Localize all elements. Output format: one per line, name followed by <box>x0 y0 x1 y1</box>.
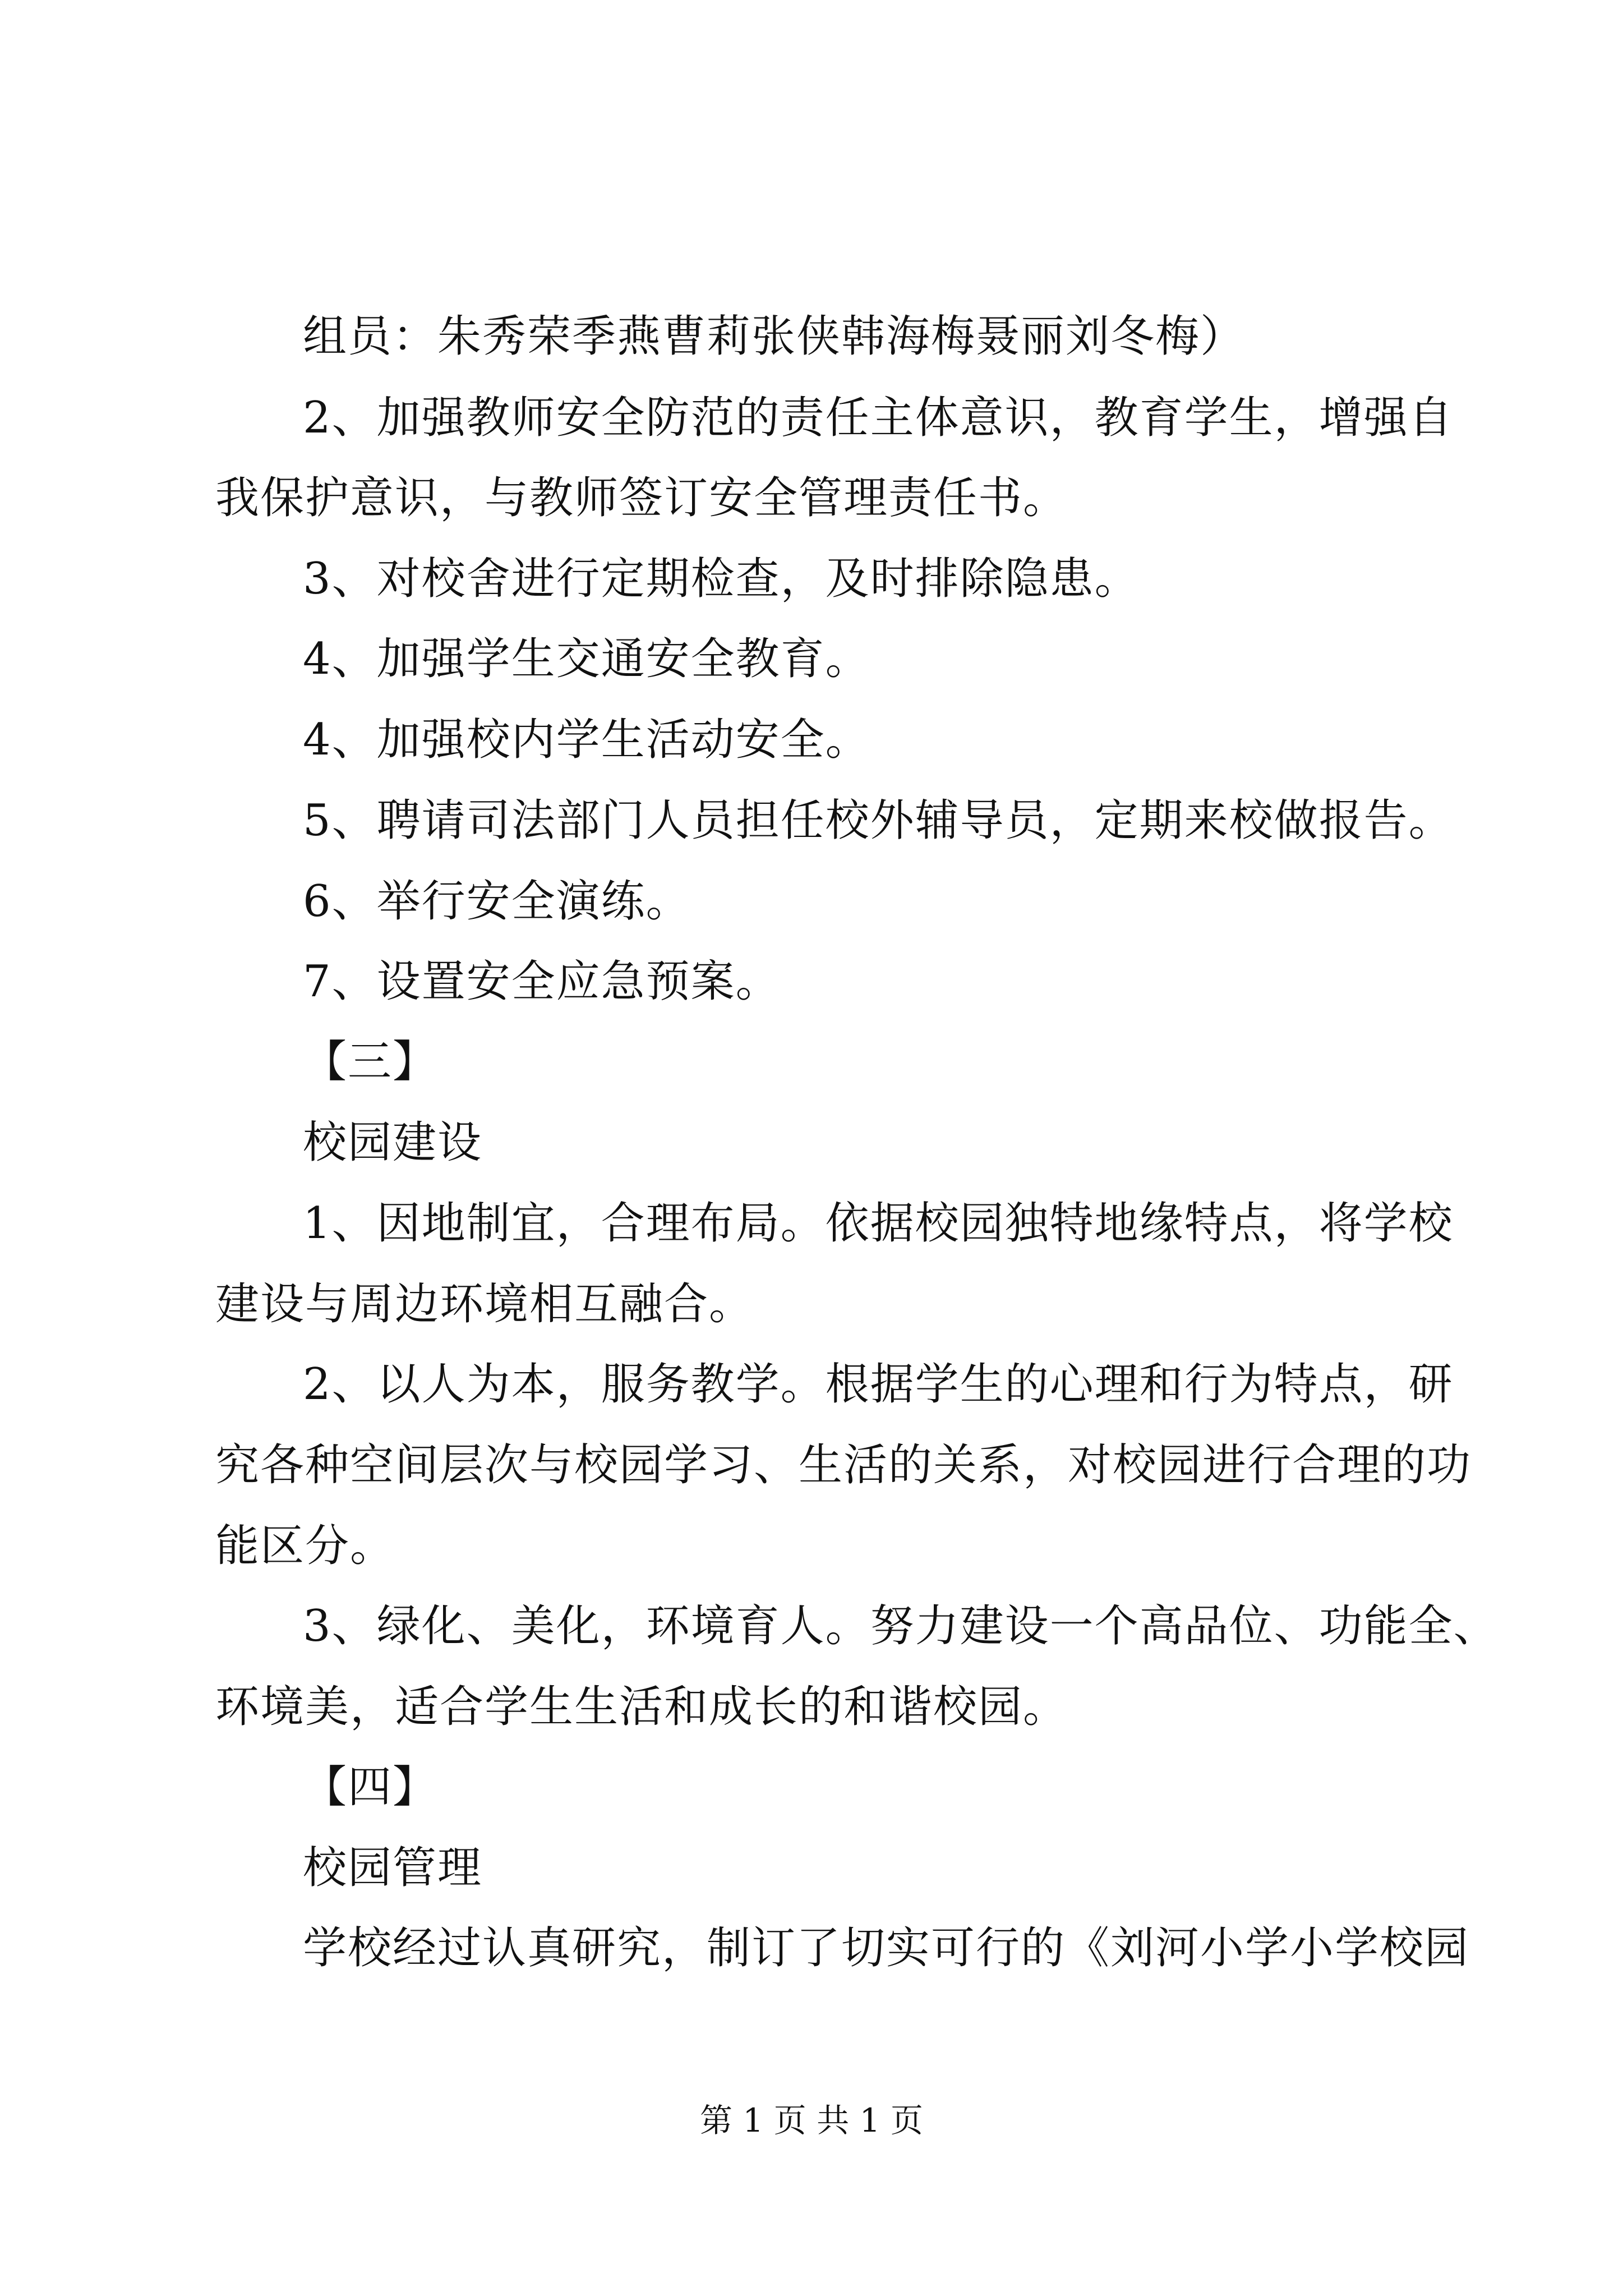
text-line-members: 组员：朱秀荣季燕曹莉张侠韩海梅聂丽刘冬梅） <box>303 311 1246 362</box>
text-line-construction-3: 3、绿化、美化，环境育人。努力建设一个高品位、功能全、 <box>303 1601 1498 1651</box>
text-line-item-4b: 4、加强校内学生活动安全。 <box>303 715 870 765</box>
text-line-construction-2: 2、以人为本，服务教学。根据学生的心理和行为特点，研 <box>303 1359 1454 1410</box>
text-line-item-4a: 4、加强学生交通安全教育。 <box>303 634 870 684</box>
text-line-construction-3-cont: 环境美，适合学生生活和成长的和谐校园。 <box>215 1682 1068 1732</box>
section-heading-campus-management: 校园管理 <box>303 1843 483 1893</box>
page-number-footer: 第 1 页 共 1 页 <box>700 2101 923 2139</box>
text-line-construction-2-cont-b: 能区分。 <box>215 1521 395 1571</box>
text-line-management-1: 学校经过认真研究，制订了切实可行的《刘河小学小学校园 <box>303 1923 1470 1973</box>
section-marker-4: 【四】 <box>303 1762 438 1812</box>
text-line-construction-2-cont-a: 究各种空间层次与校园学习、生活的关系，对校园进行合理的功 <box>215 1440 1472 1490</box>
text-line-construction-1: 1、因地制宜，合理布局。依据校园独特地缘特点，将学校 <box>303 1198 1454 1249</box>
section-heading-campus-construction: 校园建设 <box>303 1117 483 1168</box>
text-line-construction-1-cont: 建设与周边环境相互融合。 <box>215 1279 754 1329</box>
text-line-item-6: 6、举行安全演练。 <box>303 876 691 927</box>
text-line-item-7: 7、设置安全应急预案。 <box>303 956 781 1007</box>
section-marker-3: 【三】 <box>303 1037 438 1087</box>
text-line-item-2: 2、加强教师安全防范的责任主体意识，教育学生，增强自 <box>303 393 1454 443</box>
text-line-item-2-cont: 我保护意识，与教师签订安全管理责任书。 <box>215 473 1068 523</box>
text-line-item-5: 5、聘请司法部门人员担任校外辅导员，定期来校做报告。 <box>303 795 1454 846</box>
text-line-item-3: 3、对校舍进行定期检查，及时排除隐患。 <box>303 554 1140 604</box>
